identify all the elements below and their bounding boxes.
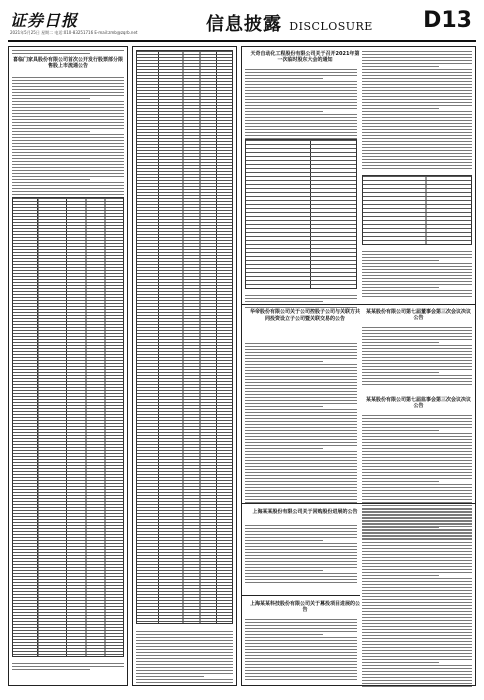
notice-column-b xyxy=(132,46,237,686)
notice-c-body-right xyxy=(362,51,472,171)
notice-a-header-lines xyxy=(12,50,124,56)
notice-column-c xyxy=(241,46,476,686)
page-number: D13 xyxy=(423,8,472,33)
notice-column-a xyxy=(8,46,128,686)
section-title-cn: 信息披露 xyxy=(206,14,282,35)
notice-b-footer xyxy=(136,631,233,685)
notice-c-body-left xyxy=(245,69,357,141)
notice-d-body xyxy=(245,343,357,505)
notice-a-title: 喜临门家具股份有限公司首次公开发行股票部分限售股上市流通公告 xyxy=(13,57,124,69)
dateline: 2021年5月25日 星期二 电话:010-83251716 E-mail:zmb@zqrb.net xyxy=(10,30,138,35)
notice-e-title: 某某股份有限公司第七届董事会第三次会议决议公告 xyxy=(366,309,472,321)
masthead xyxy=(8,6,476,40)
divider-d-g xyxy=(242,503,475,504)
section-title xyxy=(206,10,373,36)
notice-h-title: 上海某某科技股份有限公司关于募投项目进展的公告 xyxy=(250,601,361,613)
section-title-en: DISCLOSURE xyxy=(289,20,373,33)
notice-f-title: 某某股份有限公司第七届监事会第三次会议决议公告 xyxy=(366,397,472,409)
divider-c-d xyxy=(242,304,475,305)
notice-g-title: 上海某某股份有限公司关于回购股份进展的公告 xyxy=(252,509,358,515)
notice-c-right-table xyxy=(362,175,472,245)
notice-c-body-right-2 xyxy=(362,251,472,299)
notice-c-title: 天奇自动化工程股份有限公司关于召开2021年第一次临时股东大会的通知 xyxy=(250,51,360,63)
notice-a-footer xyxy=(12,663,124,672)
notice-a-table xyxy=(12,197,124,657)
notice-b-table xyxy=(136,50,233,624)
newspaper-logo: 证券日报 xyxy=(10,11,79,30)
notice-c-proposal-table xyxy=(245,139,357,289)
notice-c-body-left-2 xyxy=(245,295,357,310)
notice-e-body xyxy=(362,327,472,387)
notice-g-body-right xyxy=(362,509,472,689)
notice-g-body xyxy=(245,525,357,585)
notice-d-title: 华帝股份有限公司关于公司控股子公司与关联方共同投资设立子公司暨关联交易的公告 xyxy=(250,309,361,322)
notice-a-body xyxy=(12,77,124,197)
notice-h-body xyxy=(245,619,357,682)
divider-g-h xyxy=(242,595,360,596)
masthead-rule xyxy=(8,40,476,42)
